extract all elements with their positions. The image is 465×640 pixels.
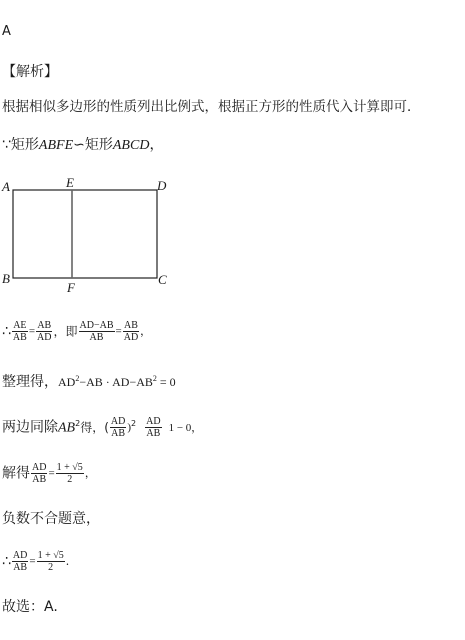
- step2-prefix: 整理得，: [2, 374, 58, 390]
- label-e: E: [66, 175, 74, 190]
- given-rect1: ABFE: [38, 138, 74, 153]
- connector-text: ，即: [53, 324, 78, 339]
- exponent: 2: [152, 374, 157, 383]
- numerator: 1 + √5: [37, 550, 64, 561]
- denominator: AB: [12, 332, 27, 343]
- punctuation: ．: [65, 555, 77, 568]
- exponent: 2: [75, 419, 81, 428]
- fraction: [12, 320, 28, 343]
- label-b: B: [2, 271, 10, 286]
- equals-sign: =: [28, 325, 36, 338]
- given-rect2: ABCD: [112, 138, 150, 153]
- fraction: [123, 320, 139, 343]
- equals-sign: =: [29, 555, 36, 568]
- step3-line: [2, 415, 202, 439]
- step6-line: [2, 550, 77, 573]
- paren-close: ): [127, 421, 132, 434]
- given-suffix: ，: [149, 137, 164, 153]
- fraction: [110, 416, 126, 439]
- label-d: D: [157, 178, 167, 193]
- step3-prefix: 两边同除: [2, 419, 58, 436]
- punctuation: ，: [84, 467, 96, 480]
- step5-line: 负数不合题意，: [2, 511, 100, 527]
- fraction: [36, 320, 52, 343]
- fraction: [37, 550, 65, 573]
- denominator: 2: [67, 474, 73, 485]
- equals-sign: =: [48, 467, 55, 480]
- fraction: [12, 550, 28, 573]
- conclusion-line: 故选：A.: [2, 599, 58, 615]
- numerator: AD: [146, 416, 161, 428]
- therefore-symbol: ∴: [2, 553, 11, 570]
- variable-ab: AB: [58, 420, 76, 436]
- step1-line: [2, 320, 151, 343]
- fraction: [56, 462, 84, 485]
- step2-expression: [58, 375, 176, 389]
- given-prefix: ∵矩形: [2, 137, 39, 153]
- exponent: 2: [131, 419, 137, 428]
- label-f: F: [67, 280, 75, 295]
- given-line: [2, 136, 163, 155]
- numerator: AD: [12, 550, 28, 561]
- denominator: 2: [48, 562, 54, 573]
- numerator: AD: [32, 462, 47, 473]
- expr-part: = 0: [156, 375, 176, 389]
- numerator: AD: [110, 416, 126, 428]
- denominator: AB: [32, 474, 47, 485]
- denominator: AB: [146, 428, 161, 440]
- exponent: 2: [75, 374, 80, 383]
- denominator: AD: [37, 332, 52, 343]
- expr-part: −AB · AD−AB: [79, 375, 153, 389]
- denominator: AB: [111, 428, 126, 440]
- numerator: AD−AB: [79, 320, 114, 331]
- numerator: AE: [13, 320, 27, 331]
- step2-line: [2, 370, 176, 391]
- rect-abcd: [13, 190, 157, 278]
- step4-line: [2, 462, 96, 485]
- intro-text: 根据相似多边形的性质列出比例式，根据正方形的性质代入计算即可．: [2, 99, 421, 115]
- denominator: AB: [13, 562, 28, 573]
- fraction: [79, 320, 115, 343]
- numerator: 1 + √5: [56, 462, 83, 473]
- fraction: [31, 462, 47, 485]
- answer-label: A: [2, 24, 11, 39]
- step3-connector: 得，(: [80, 420, 109, 435]
- numerator: AB: [37, 320, 52, 331]
- label-c: C: [158, 272, 167, 287]
- fraction: [145, 416, 161, 439]
- step4-prefix: 解得: [2, 465, 30, 482]
- denominator: AD: [123, 332, 139, 343]
- punctuation: ，: [140, 325, 152, 338]
- therefore-symbol: ∴: [2, 323, 11, 340]
- denominator: AB: [89, 332, 104, 343]
- given-sim: ∽矩形: [73, 137, 113, 153]
- rectangle-figure: [0, 172, 180, 297]
- equals-sign: =: [115, 325, 122, 338]
- label-a: A: [2, 179, 10, 194]
- step3-tail: 1 − 0，: [168, 421, 203, 434]
- analysis-title: 【解析】: [2, 64, 58, 80]
- expr-part: AD: [58, 375, 76, 389]
- numerator: AB: [123, 320, 138, 331]
